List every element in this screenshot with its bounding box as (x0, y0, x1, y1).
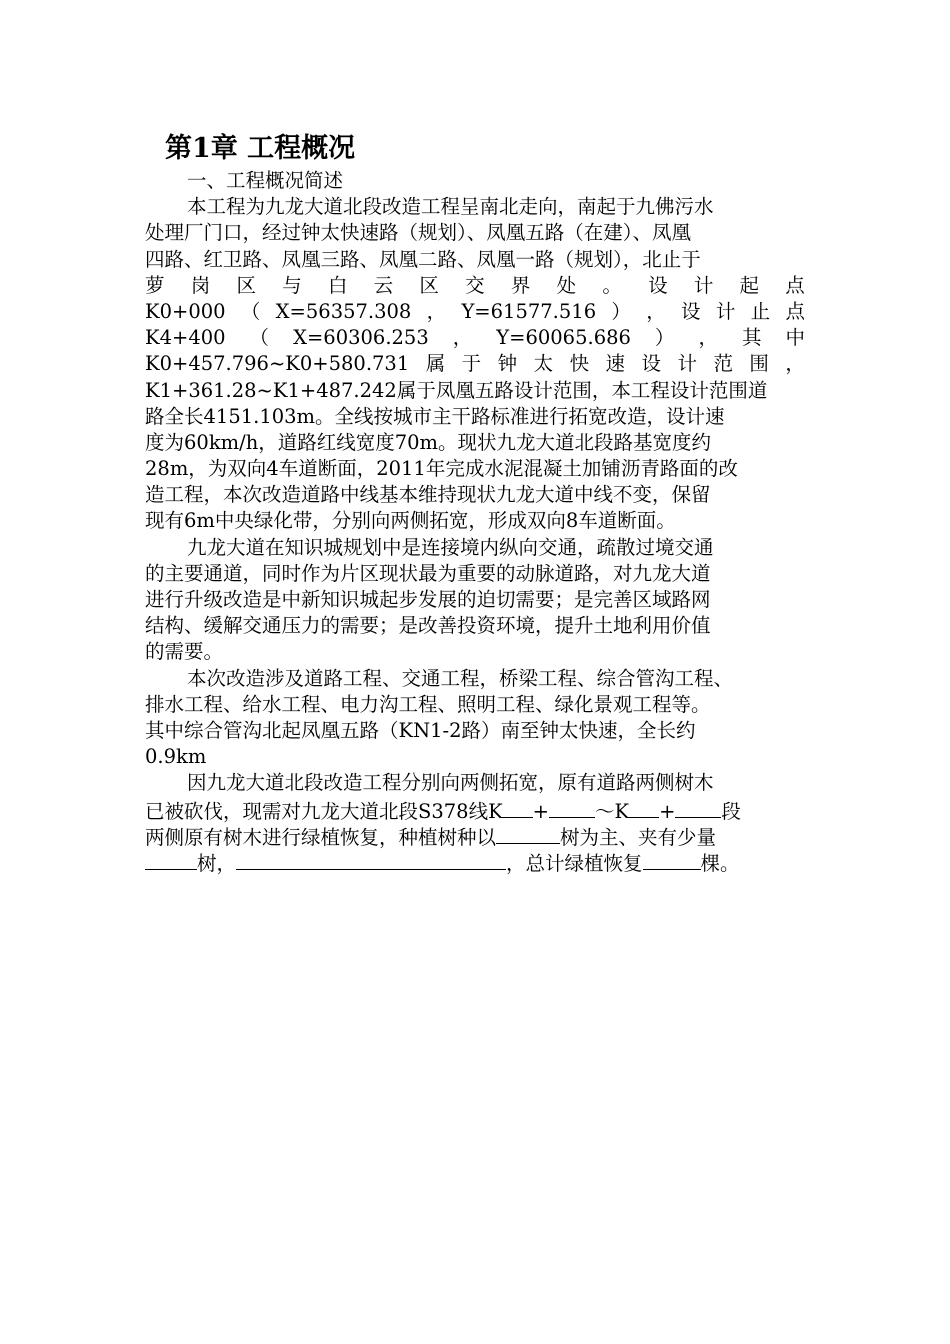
text-token: 范 (713, 352, 733, 376)
text-token: 属 (425, 352, 446, 376)
text-token: 区 (236, 273, 256, 297)
text-token: （ (249, 326, 270, 350)
text-token: ） (654, 326, 675, 350)
paragraph-1 (145, 194, 805, 534)
text-token: 止 (750, 299, 771, 323)
blank-field[interactable] (549, 797, 595, 818)
text-segment: 树为主、夹有少量 (560, 825, 717, 849)
text-token: 设 (641, 352, 662, 376)
blank-field[interactable] (145, 849, 197, 870)
text-segment: ～K (595, 799, 630, 823)
text-token: 白 (327, 273, 348, 297)
text-line: 九龙大道在知识城规划中是连接境内纵向交通，疏散过境交通 (187, 535, 714, 559)
text-line: 的需要。 (145, 640, 224, 664)
text-token: ， (426, 299, 447, 323)
text-token: K4+400 (145, 326, 226, 350)
text-token: 计 (693, 273, 714, 297)
text-token: 速 (605, 352, 626, 376)
text-token: 设 (681, 299, 701, 323)
text-line: 进行升级改造是中新知识城起步发展的迫切需要；是完善区域路网 (145, 588, 711, 611)
paragraph-4 (145, 770, 805, 875)
fill-in-line (145, 797, 805, 823)
text-segment: 段 (721, 799, 741, 823)
text-segment: + (659, 799, 676, 823)
blank-field[interactable] (675, 797, 721, 818)
text-token: 交 (465, 273, 485, 297)
text-line: 度为60km/h，道路红线宽度70m。现状九龙大道北段路基宽度约 (145, 430, 712, 454)
text-token: 点 (785, 299, 805, 323)
text-token: 区 (419, 273, 439, 297)
text-token: 与 (282, 273, 302, 297)
text-segment: 树， (197, 851, 237, 875)
text-token: ， (452, 326, 473, 350)
justified-line (145, 351, 805, 377)
text-line: 本次改造涉及道路工程、交通工程，桥梁工程、综合管沟工程、 (187, 666, 734, 690)
text-token: 。 (602, 273, 622, 297)
text-line: 0.9km (145, 745, 207, 769)
text-token: 计 (715, 299, 736, 323)
text-line: 路全长4151.103m。全线按城市主干路标准进行拓宽改造，设计速 (145, 404, 725, 428)
text-token: 岗 (190, 273, 211, 297)
text-token: 起 (739, 273, 760, 297)
text-line: 因九龙大道北段改造工程分别向两侧拓宽，原有道路两侧树木 (187, 771, 714, 795)
text-token: ， (698, 326, 718, 350)
fill-in-line (145, 823, 805, 849)
text-token: X=60306.253 (293, 326, 429, 350)
text-token: 萝 (145, 273, 165, 297)
text-token: 太 (533, 352, 554, 376)
text-token: X=56357.308 (275, 299, 412, 323)
text-segment: 已被砍伐，现需对九龙大道北段S378线K (145, 799, 503, 823)
text-line: 本工程为九龙大道北段改造工程呈南北走向，南起于九佛污水 (187, 195, 714, 219)
text-token: ， (646, 299, 666, 323)
blank-field[interactable] (643, 849, 701, 870)
document-body (145, 168, 805, 875)
fill-in-line (145, 849, 805, 875)
blank-field[interactable] (629, 797, 659, 818)
text-token: K0+000 (145, 299, 226, 323)
text-line: 四路、红卫路、凤凰三路、凤凰二路、凤凰一路（规划），北止于 (145, 247, 701, 271)
text-token: 处 (556, 273, 577, 297)
text-token: K0+457.796~K0+580.731 (145, 352, 410, 376)
text-token: 计 (677, 352, 697, 376)
chapter-title: 第1章 工程概况 (165, 133, 356, 164)
text-token: 快 (569, 352, 590, 376)
text-token: 于 (461, 352, 482, 376)
text-line: 现有6m中央绿化带，分别向两侧拓宽，形成双向8车道断面。 (145, 509, 676, 533)
text-segment: + (532, 799, 549, 823)
text-segment: ，总计绿植恢复 (506, 851, 643, 875)
text-token: 钟 (497, 352, 518, 376)
text-line: 其中综合管沟北起凤凰五路（KN1-2路）南至钟太快速，全长约 (145, 718, 696, 742)
text-line: 造工程，本次改造道路中线基本维持现状九龙大道中线不变，保留 (145, 483, 711, 507)
text-token: 中 (785, 326, 805, 350)
justified-line (145, 325, 805, 351)
text-token: （ (240, 299, 261, 323)
text-token: 云 (373, 273, 394, 297)
justified-line (145, 273, 805, 299)
text-token: 界 (510, 273, 531, 297)
text-segment: 两侧原有树木进行绿植恢复，种植树种以 (145, 825, 497, 849)
paragraph-2 (145, 535, 805, 666)
text-token: Y=61577.516 (461, 299, 597, 323)
text-token: 点 (785, 273, 805, 297)
paragraph-3 (145, 666, 805, 771)
text-token: ， (785, 352, 805, 376)
text-line: K1+361.28~K1+487.242属于凤凰五路设计范围，本工程设计范围道 (145, 378, 768, 402)
blank-field[interactable] (496, 823, 560, 844)
text-line: 的主要通道，同时作为片区现状最为重要的动脉道路，对九龙大道 (145, 561, 711, 585)
text-line: 处理厂门口，经过钟太快速路（规划）、凤凰五路（在建）、凤凰 (145, 221, 692, 245)
blank-field[interactable] (503, 797, 533, 818)
justified-line (145, 299, 805, 325)
text-token: Y=60065.686 (496, 326, 631, 350)
text-token: 其 (741, 326, 762, 350)
text-line: 结构、缓解交通压力的需要；是改善投资环境，提升土地利用价值 (145, 614, 711, 638)
text-token: 设 (648, 273, 668, 297)
section-heading: 一、工程概况简述 (187, 169, 344, 192)
text-token: 围 (749, 352, 769, 376)
blank-field[interactable] (236, 849, 506, 870)
text-segment: 棵。 (700, 851, 740, 875)
text-line: 28m，为双向4车道断面，2011年完成水泥混凝土加铺沥青路面的改 (145, 457, 738, 481)
text-line: 排水工程、给水工程、电力沟工程、照明工程、绿化景观工程等。 (145, 692, 711, 716)
text-token: ） (611, 299, 631, 323)
